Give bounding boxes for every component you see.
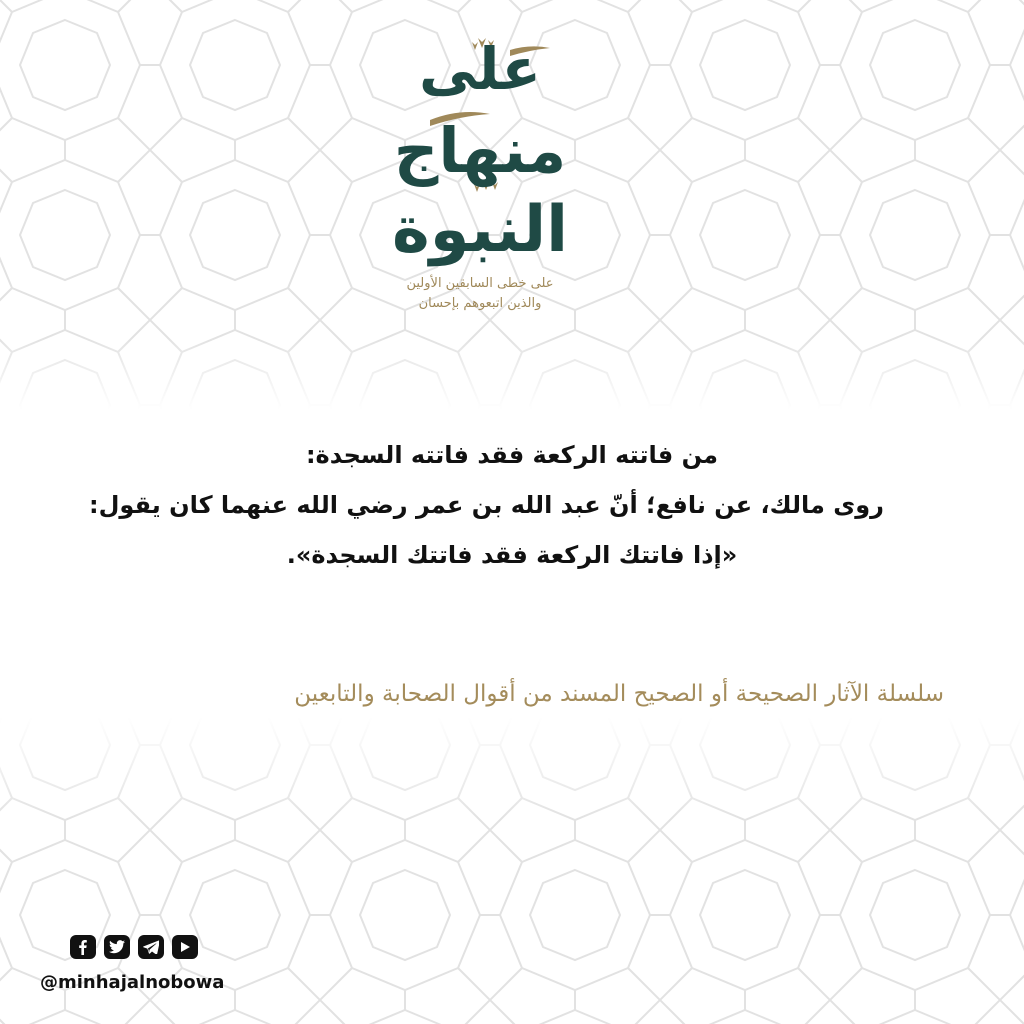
series-title-text: سلسلة الآثار الصحيحة أو الصحيح المسند من أقوال الصحابة والتابعين [294,681,944,707]
logo-subtitle-line-1: على خطى السابقين الأولين [406,276,554,291]
hadith-quote: «إذا فاتتك الركعة فقد فاتتك السجدة». [286,541,738,569]
brand-logo [360,30,600,320]
hadith-heading: من فاتته الركعة فقد فاتته السجدة: [305,441,719,469]
logo-title-line-3: النبوة [391,193,569,267]
facebook-icon[interactable] [70,935,96,959]
series-title [140,681,944,707]
twitter-icon[interactable] [104,935,130,959]
telegram-icon[interactable] [138,935,164,959]
logo-subtitle-line-2: والذين اتبعوهم بإحسان [418,296,542,311]
logo-title-line-1: على [419,35,541,103]
youtube-icon[interactable] [172,935,198,959]
logo-title-line-2: منهاج [393,114,567,187]
social-handle[interactable]: @minhajalnobowa [40,972,225,993]
hadith-narration: روى مالك، عن نافع؛ أنّ عبد الله بن عمر رضي الله عنهما كان يقول: [88,491,884,519]
hadith-text-block [88,430,884,580]
social-links [70,935,198,961]
